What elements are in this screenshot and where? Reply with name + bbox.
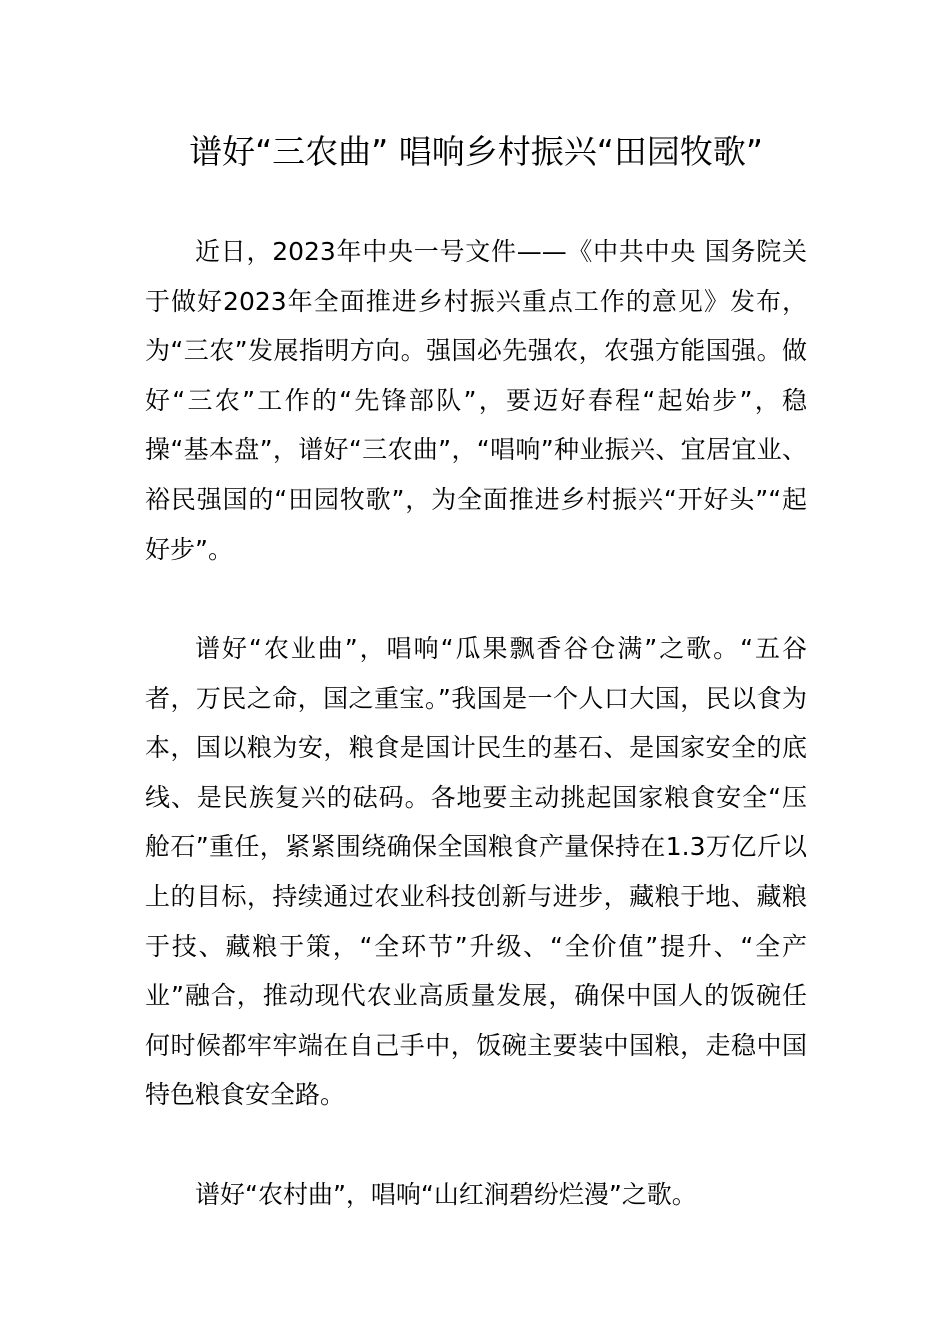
paragraph-rural: 谱好“农村曲”，唱响“山红涧碧纷烂漫”之歌。 [195,1180,697,1209]
document-title: 谱好“三农曲” 唱响乡村振兴“田园牧歌” [189,132,763,171]
paragraph-agriculture: 谱好“农业曲”，唱响“瓜果飘香谷仓满”之歌。“五谷者，万民之命，国之重宝。”我国是一个人口大国，民以食为本，国以粮为安，粮食是国计民生的基石、是国家安全的底线、是民族复兴的砝码。各地要主动挑起国家粮食安全“压舱石”重任，紧紧围绕确保全国粮食产量保持在1.3万亿斤以上的目标，持续通过农业科技创新与进步，藏粮于地、藏粮于技、藏粮于策，“全环节”升级、“全价值”提升、“全产业”融合，推动现代农业高质量发展，确保中国人的饭碗任何时候都牢牢端在自己手中，饭碗主要装中国粮，走稳中国特色粮食安全路。 [145,634,807,1110]
paragraph-intro: 近日，2023年中央一号文件——《中共中央 国务院关于做好2023年全面推进乡村振兴重点工作的意见》发布，为“三农”发展指明方向。强国必先强农，农强方能国强。做好“三农”工作的“先锋部队”，要迈好春程“起始步”，稳操“基本盘”，谱好“三农曲”，“唱响”种业振兴、宜居宜业、裕民强国的“田园牧歌”，为全面推进乡村振兴“开好头”“起好步”。 [145,237,807,564]
